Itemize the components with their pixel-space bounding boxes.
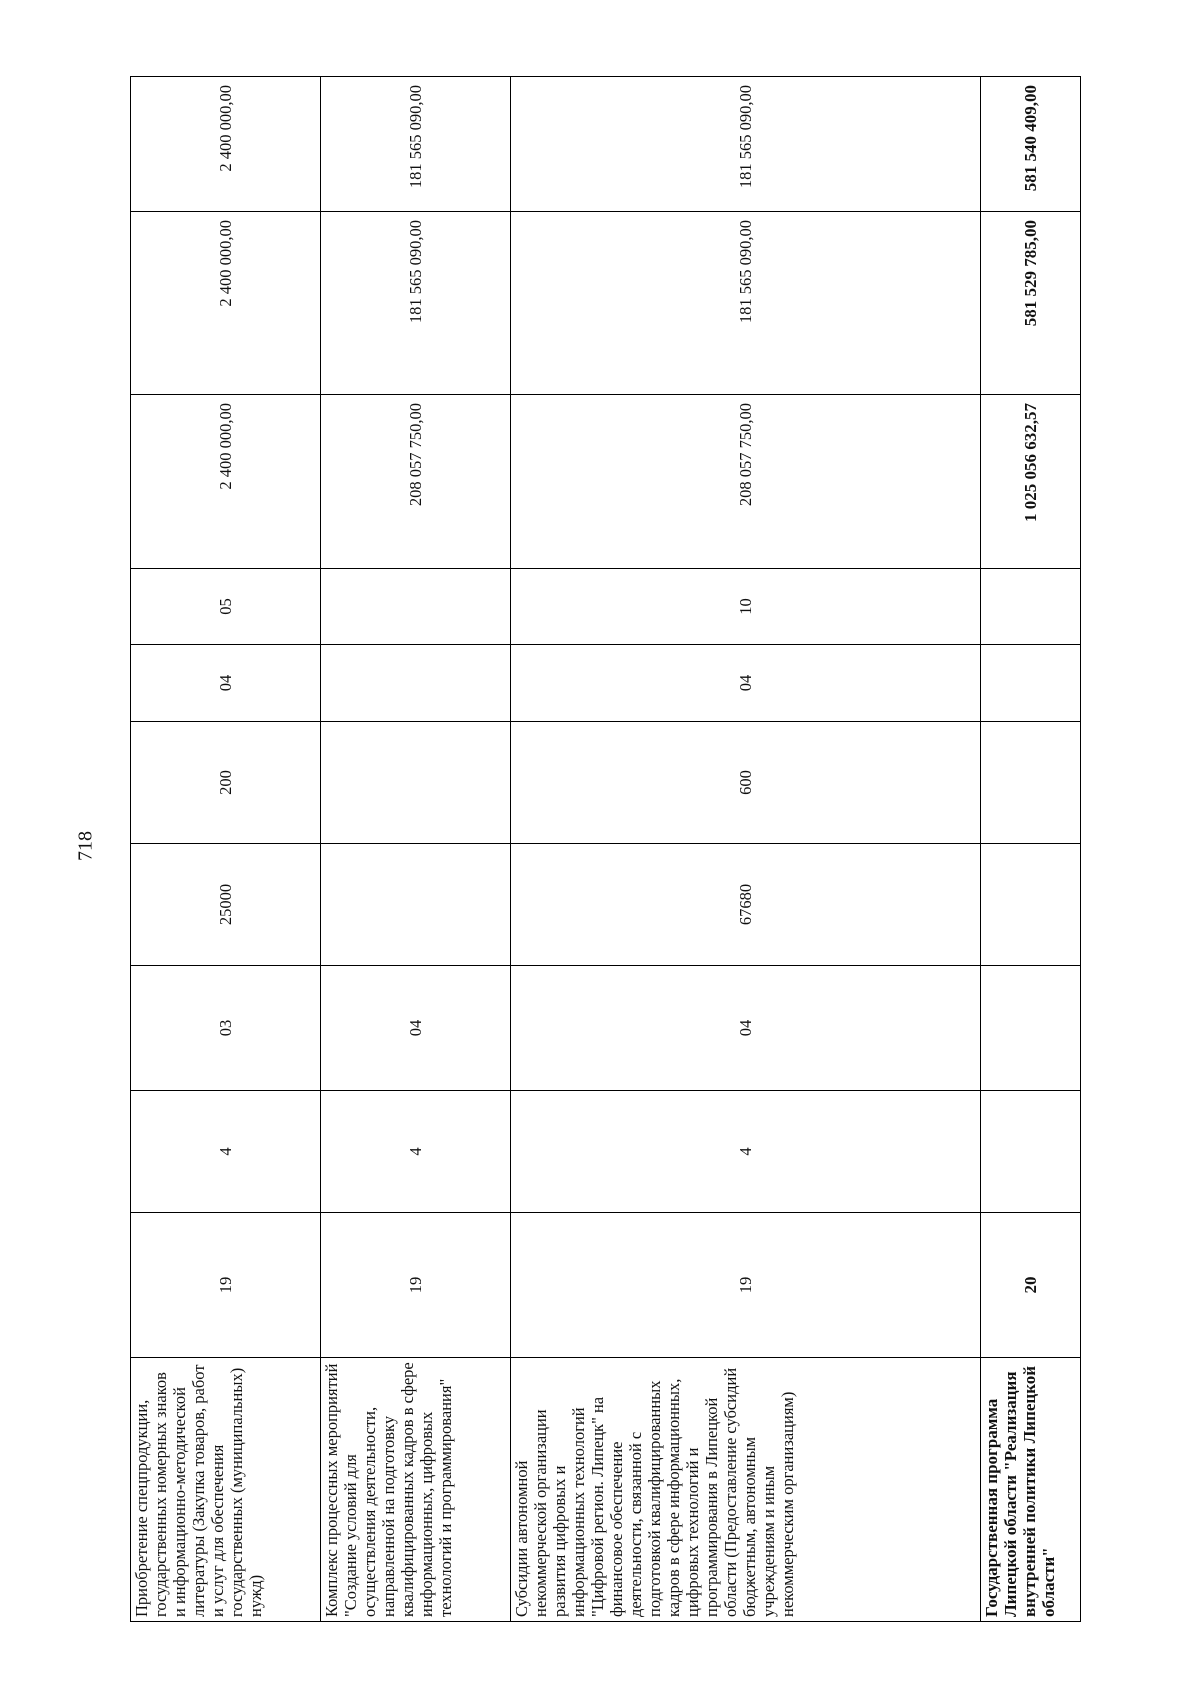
cell-direction: 25000 <box>131 844 321 966</box>
row-description: Приобретение спецпродукции, государственных номерных знаков и информационно-методической литературы (Закупка товаров, работ и услуг для обеспечения государственных (муниципальных) нужд) <box>131 1358 321 1622</box>
cell-subsection: 05 <box>131 569 321 645</box>
cell-amount-year3: 181 565 090,00 <box>321 77 511 212</box>
table-row-total <box>981 77 1081 1622</box>
row-description: Комплекс процессных мероприятий "Создание условий для осуществления деятельности, направленной на подготовку квалифицированных кадров в сфере информационных, цифровых технологий и программирования" <box>321 1358 511 1622</box>
cell-program: 20 <box>981 1213 1081 1358</box>
cell-amount-year2: 181 565 090,00 <box>321 212 511 395</box>
cell-direction <box>321 844 511 966</box>
cell-amount-year1: 208 057 750,00 <box>321 395 511 569</box>
cell-subprogram: 4 <box>131 1091 321 1213</box>
cell-subsection <box>981 569 1081 645</box>
cell-section <box>321 645 511 722</box>
cell-program: 19 <box>131 1213 321 1358</box>
cell-main-event: 04 <box>321 966 511 1091</box>
cell-program: 19 <box>511 1213 981 1358</box>
cell-subprogram: 4 <box>321 1091 511 1213</box>
table-row <box>511 77 981 1622</box>
cell-direction <box>981 844 1081 966</box>
cell-subprogram <box>981 1091 1081 1213</box>
cell-amount-year3: 581 540 409,00 <box>981 77 1081 212</box>
cell-amount-year3: 2 400 000,00 <box>131 77 321 212</box>
row-description: Государственная программа Липецкой области "Реализация внутренней политики Липецкой области" <box>981 1358 1081 1622</box>
cell-main-event <box>981 966 1081 1091</box>
cell-amount-year2: 581 529 785,00 <box>981 212 1081 395</box>
cell-section: 04 <box>131 645 321 722</box>
cell-section <box>981 645 1081 722</box>
cell-expense-type <box>321 722 511 844</box>
table-row <box>321 77 511 1622</box>
cell-direction: 67680 <box>511 844 981 966</box>
page-number: 718 <box>74 831 97 861</box>
cell-subsection: 10 <box>511 569 981 645</box>
cell-amount-year1: 1 025 056 632,57 <box>981 395 1081 569</box>
table-row <box>131 77 321 1622</box>
cell-amount-year3: 181 565 090,00 <box>511 77 981 212</box>
cell-expense-type: 600 <box>511 722 981 844</box>
rotated-table-wrapper <box>130 77 1080 1622</box>
cell-amount-year1: 2 400 000,00 <box>131 395 321 569</box>
cell-subsection <box>321 569 511 645</box>
cell-expense-type <box>981 722 1081 844</box>
cell-subprogram: 4 <box>511 1091 981 1213</box>
cell-amount-year2: 2 400 000,00 <box>131 212 321 395</box>
cell-amount-year2: 181 565 090,00 <box>511 212 981 395</box>
cell-main-event: 03 <box>131 966 321 1091</box>
cell-main-event: 04 <box>511 966 981 1091</box>
cell-expense-type: 200 <box>131 722 321 844</box>
budget-table <box>130 76 1081 1622</box>
cell-amount-year1: 208 057 750,00 <box>511 395 981 569</box>
row-description: Субсидии автономной некоммерческой организации развития цифровых и информационных технологий "Цифровой регион. Липецк" на финансовое обеспечение деятельности, связанной с подготовкой квалифицированных кадров в сфере информационных, цифровых технологий и программирования в Липецкой области (Предоставление субсидий бюджетным, автономным учреждениям и иным некоммерческим организациям) <box>511 1358 981 1622</box>
cell-program: 19 <box>321 1213 511 1358</box>
cell-section: 04 <box>511 645 981 722</box>
